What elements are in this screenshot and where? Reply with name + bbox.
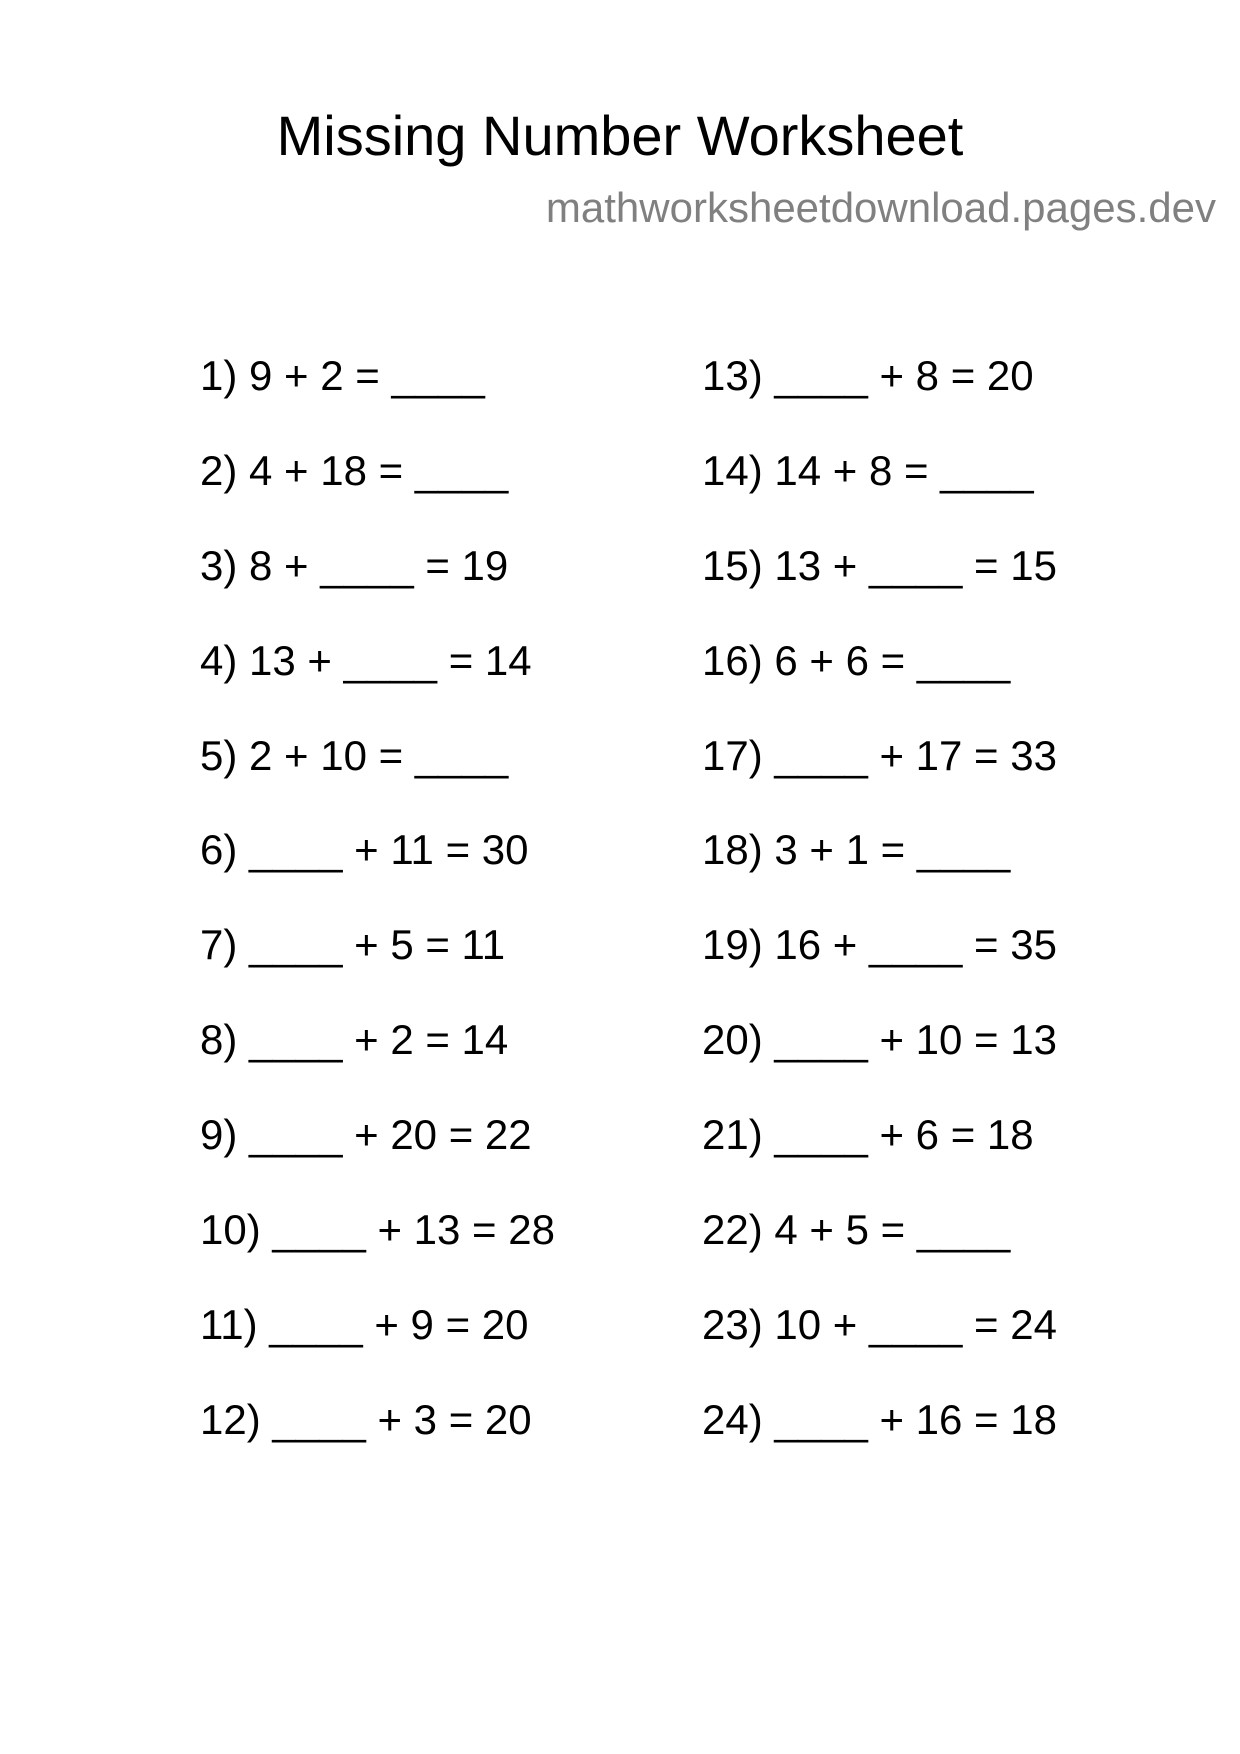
problem-5: 5) 2 + 10 = ____ <box>200 731 509 779</box>
problem-column-right <box>702 346 1057 1485</box>
worksheet-title: Missing Number Worksheet <box>276 104 964 167</box>
problem-24: 24) ____ + 16 = 18 <box>702 1395 1057 1443</box>
problem-column-left <box>200 346 555 1485</box>
problem-23: 23) 10 + ____ = 24 <box>702 1300 1057 1348</box>
problem-8: 8) ____ + 2 = 14 <box>200 1016 509 1064</box>
problem-7: 7) ____ + 5 = 11 <box>200 921 506 969</box>
problem-14: 14) 14 + 8 = ____ <box>702 446 1034 494</box>
problem-11: 11) ____ + 9 = 20 <box>200 1300 529 1348</box>
problem-21: 21) ____ + 6 = 18 <box>702 1111 1034 1159</box>
problem-9: 9) ____ + 20 = 22 <box>200 1111 532 1159</box>
problem-16: 16) 6 + 6 = ____ <box>702 636 1011 684</box>
problem-17: 17) ____ + 17 = 33 <box>702 731 1057 779</box>
problem-2: 2) 4 + 18 = ____ <box>200 446 509 494</box>
problem-12: 12) ____ + 3 = 20 <box>200 1395 532 1443</box>
problem-22: 22) 4 + 5 = ____ <box>702 1206 1011 1254</box>
problem-20: 20) ____ + 10 = 13 <box>702 1016 1057 1064</box>
problem-18: 18) 3 + 1 = ____ <box>702 826 1011 874</box>
problem-15: 15) 13 + ____ = 15 <box>702 541 1057 589</box>
problem-grid <box>0 346 1240 1476</box>
problem-10: 10) ____ + 13 = 28 <box>200 1206 555 1254</box>
problem-3: 3) 8 + ____ = 19 <box>200 541 509 589</box>
problem-6: 6) ____ + 11 = 30 <box>200 826 529 874</box>
problem-19: 19) 16 + ____ = 35 <box>702 921 1057 969</box>
problem-4: 4) 13 + ____ = 14 <box>200 636 532 684</box>
problem-13: 13) ____ + 8 = 20 <box>702 352 1034 399</box>
problem-1: 1) 9 + 2 = ____ <box>200 352 485 399</box>
source-url: mathworksheetdownload.pages.dev <box>545 184 1216 231</box>
